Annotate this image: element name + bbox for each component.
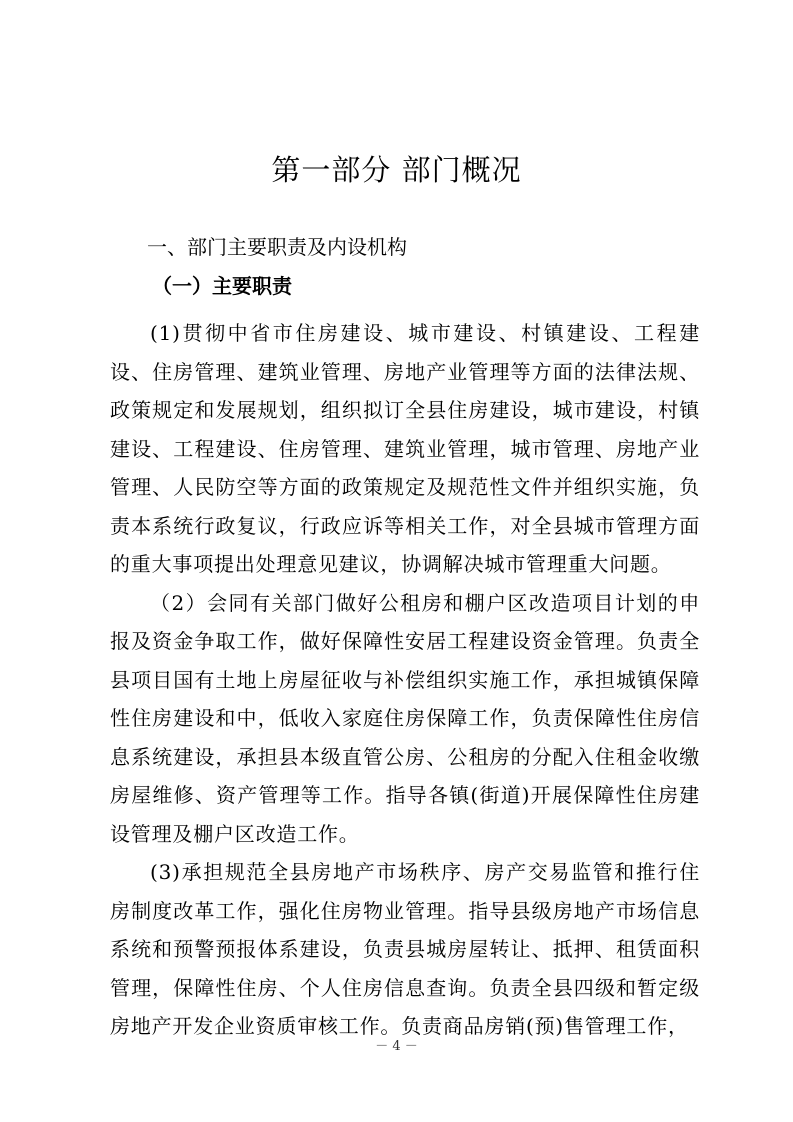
page-number: － 4 － <box>375 1039 418 1054</box>
subsection-heading: （一）主要职责 <box>152 274 292 298</box>
paragraph-3: (3)承担规范全县房地产市场秩序、房产交易监管和推行住房制度改革工作，强化住房物业管理。指导县级房地产市场信息系统和预警预报体系建设，负责县城房屋转让、抵押、租赁面积管理，保障性住房、个人住房信息查询。负责全县四级和暂定级房地产开发企业资质审核工作。负责商品房销(预)售管理工作， <box>110 860 700 1038</box>
paragraph-1: (1)贯彻中省市住房建设、城市建设、村镇建设、工程建设、住房管理、建筑业管理、房地产业管理等方面的法律法规、政策规定和发展规划，组织拟订全县住房建设，城市建设，村镇建设、工程建设、住房管理、建筑业管理，城市管理、房地产业管理、人民防空等方面的政策规定及规范性文件并组织实施，负责本系统行政复议，行政应诉等相关工作，对全县城市管理方面的重大事项提出处理意见建议，协调解决城市管理重大问题。 <box>110 321 700 576</box>
document-body <box>110 314 700 1046</box>
page-title: 第一部分 部门概况 <box>271 153 522 187</box>
section-heading: 一、部门主要职责及内设机构 <box>147 235 407 259</box>
paragraph-2: （2）会同有关部门做好公租房和棚户区改造项目计划的申报及资金争取工作，做好保障性安居工程建设资金管理。负责全县项目国有土地上房屋征收与补偿组织实施工作，承担城镇保障性住房建设和中，低收入家庭住房保障工作，负责保障性住房信息系统建设，承担县本级直管公房、公租房的分配入住租金收缴房屋维修、资产管理等工作。指导各镇(街道)开展保障性住房建设管理及棚户区改造工作。 <box>110 590 700 846</box>
